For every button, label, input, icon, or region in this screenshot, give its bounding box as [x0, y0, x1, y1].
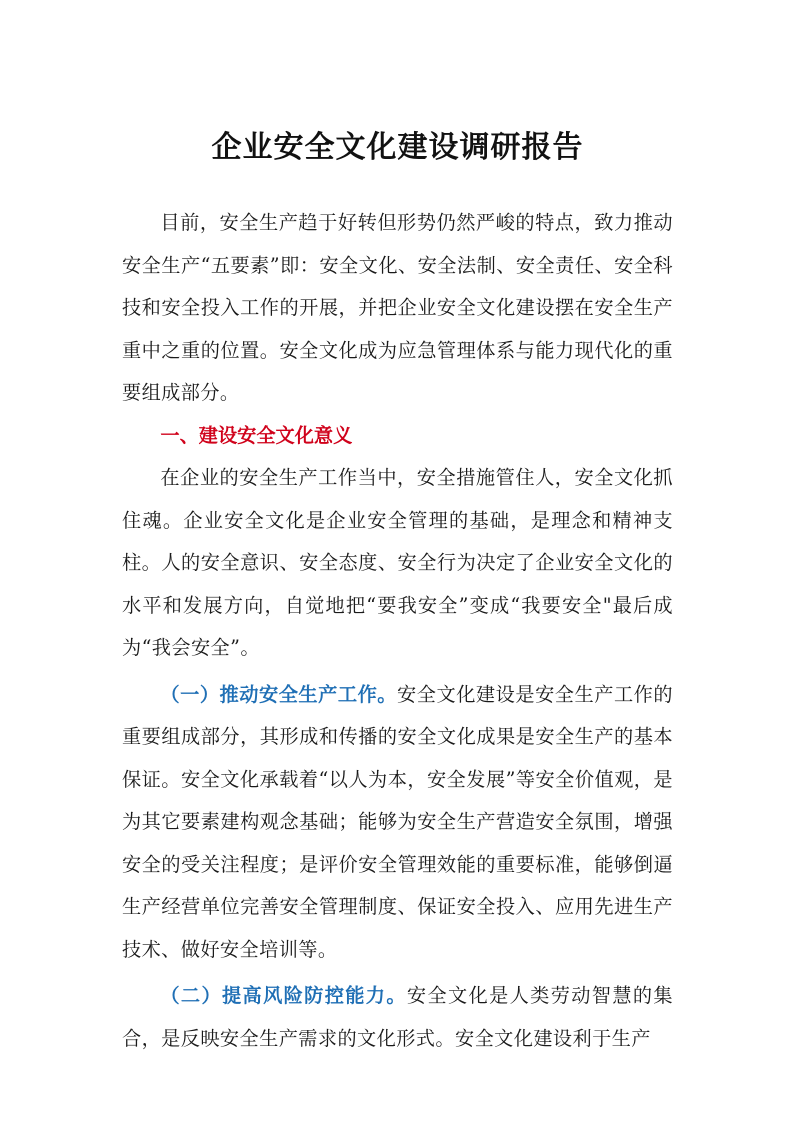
subsection-heading-2: （二）提高风险防控能力。: [160, 984, 407, 1007]
section-heading: 一、建设安全文化意义: [160, 423, 353, 447]
section-paragraph: 在企业的安全生产工作当中，安全措施管住人，安全文化抓住魂。企业安全文化是企业安全管理的基础，是理念和精神支柱。人的安全意识、安全态度、安全行为决定了企业安全文化的水平和发展方向，自觉地把“要我安全”变成“我要安全"最后成为“我会安全”。: [122, 466, 673, 659]
subsection-body-1: 安全文化建设是安全生产工作的重要组成部分，其形成和传播的安全文化成果是安全生产的基本保证。安全文化承载着“以人为本，安全发展”等安全价值观，是为其它要素建构观念基础；能够为安全生产营造安全氛围，增强安全的受关注程度；是评价安全管理效能的重要标准，能够倒逼生产经营单位完善安全管理制度、保证安全投入、应用先进生产技术、做好安全培训等。: [122, 682, 673, 961]
subsection-paragraph-2: [122, 975, 673, 1060]
document-title: 企业安全文化建设调研报告: [211, 130, 584, 165]
subsection-heading-1: （一）推动安全生产工作。: [160, 682, 398, 706]
subsection-body-2: 安全文化是人类劳动智慧的集合，是反映安全生产需求的文化形式。安全文化建设利于生产: [122, 984, 673, 1050]
subsection-paragraph-1: [122, 674, 673, 972]
intro-paragraph: 目前，安全生产趋于好转但形势仍然严峻的特点，致力推动安全生产“五要素”即：安全文化、安全法制、安全责任、安全科技和安全投入工作的开展，并把企业安全文化建设摆在安全生产重中之重的位置。安全文化成为应急管理体系与能力现代化的重要组成部分。: [122, 211, 673, 404]
